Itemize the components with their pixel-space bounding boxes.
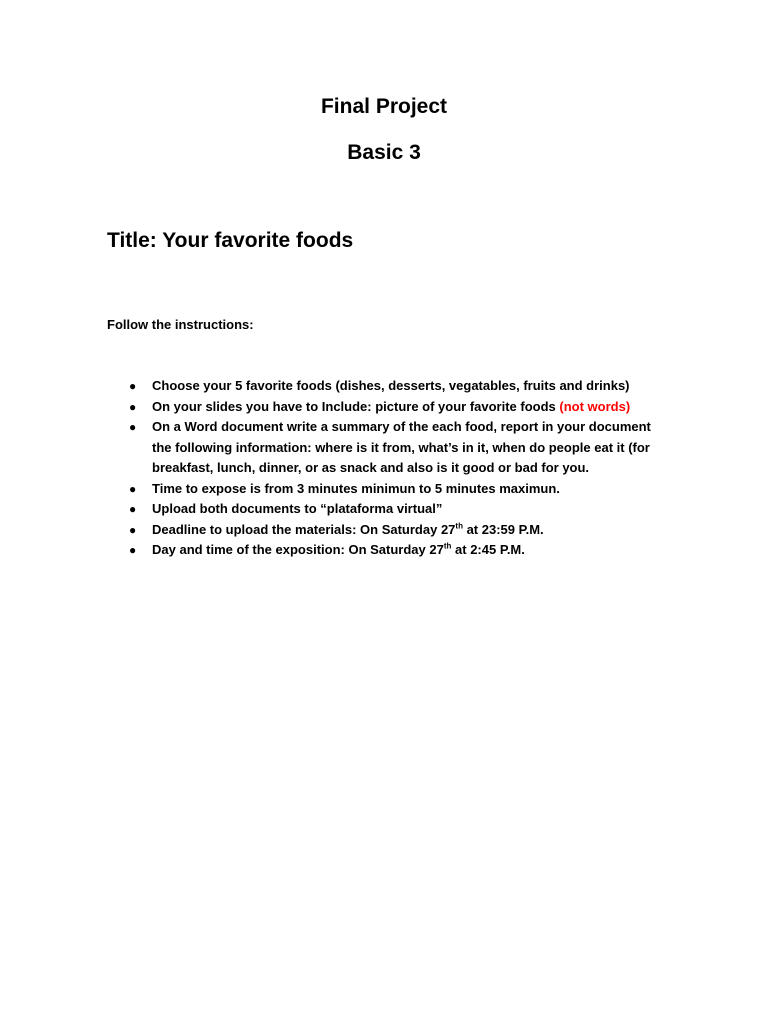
document-title: Title: Your favorite foods [107, 229, 354, 252]
list-item [107, 479, 667, 500]
list-item [107, 520, 667, 541]
bullet-icon: ● [129, 379, 137, 393]
heading-final-project: Final Project [320, 95, 448, 118]
list-item-text-after: at 23:59 P.M. [462, 521, 544, 537]
list-item-text: On your slides you have to Include: picture of your favorite foods [152, 398, 560, 414]
bullet-icon: ● [129, 399, 137, 414]
bullet-icon: ● [129, 543, 137, 557]
ordinal-suffix: th [443, 541, 452, 551]
list-item [107, 397, 667, 418]
list-item-text: On a Word document write a summary of the each food, report in your document the following information: where is it from, what’s in it, when do people eat it (for breakfast, lunch, dinner, or as snack and also is it good or bad for you. [152, 419, 651, 475]
list-item [107, 417, 667, 479]
list-item-text: Deadline to upload the materials: On Saturday 27 [152, 521, 456, 537]
bullet-icon: ● [129, 420, 137, 434]
heading-basic-level: Basic 3 [347, 141, 421, 164]
list-item [107, 499, 667, 520]
ordinal-suffix: th [455, 521, 463, 531]
instructions-list [107, 376, 667, 561]
list-item-text: Choose your 5 favorite foods (dishes, desserts, vegatables, fruits and drinks) [152, 378, 630, 393]
instructions-intro: Follow the instructions: [107, 317, 254, 332]
bullet-icon: ● [129, 502, 137, 516]
list-item [107, 540, 667, 561]
list-item-text: Day and time of the exposition: On Saturday 27 [152, 542, 444, 557]
highlight-text: (not words) [559, 398, 631, 414]
list-item-text-after: at 2:45 P.M. [451, 542, 525, 557]
list-item-text: Upload both documents to “plataforma virtual” [152, 501, 443, 516]
list-item [107, 376, 667, 397]
bullet-icon: ● [129, 481, 137, 496]
list-item-text: Time to expose is from 3 minutes minimun to 5 minutes maximun. [152, 480, 560, 496]
bullet-icon: ● [129, 522, 137, 537]
